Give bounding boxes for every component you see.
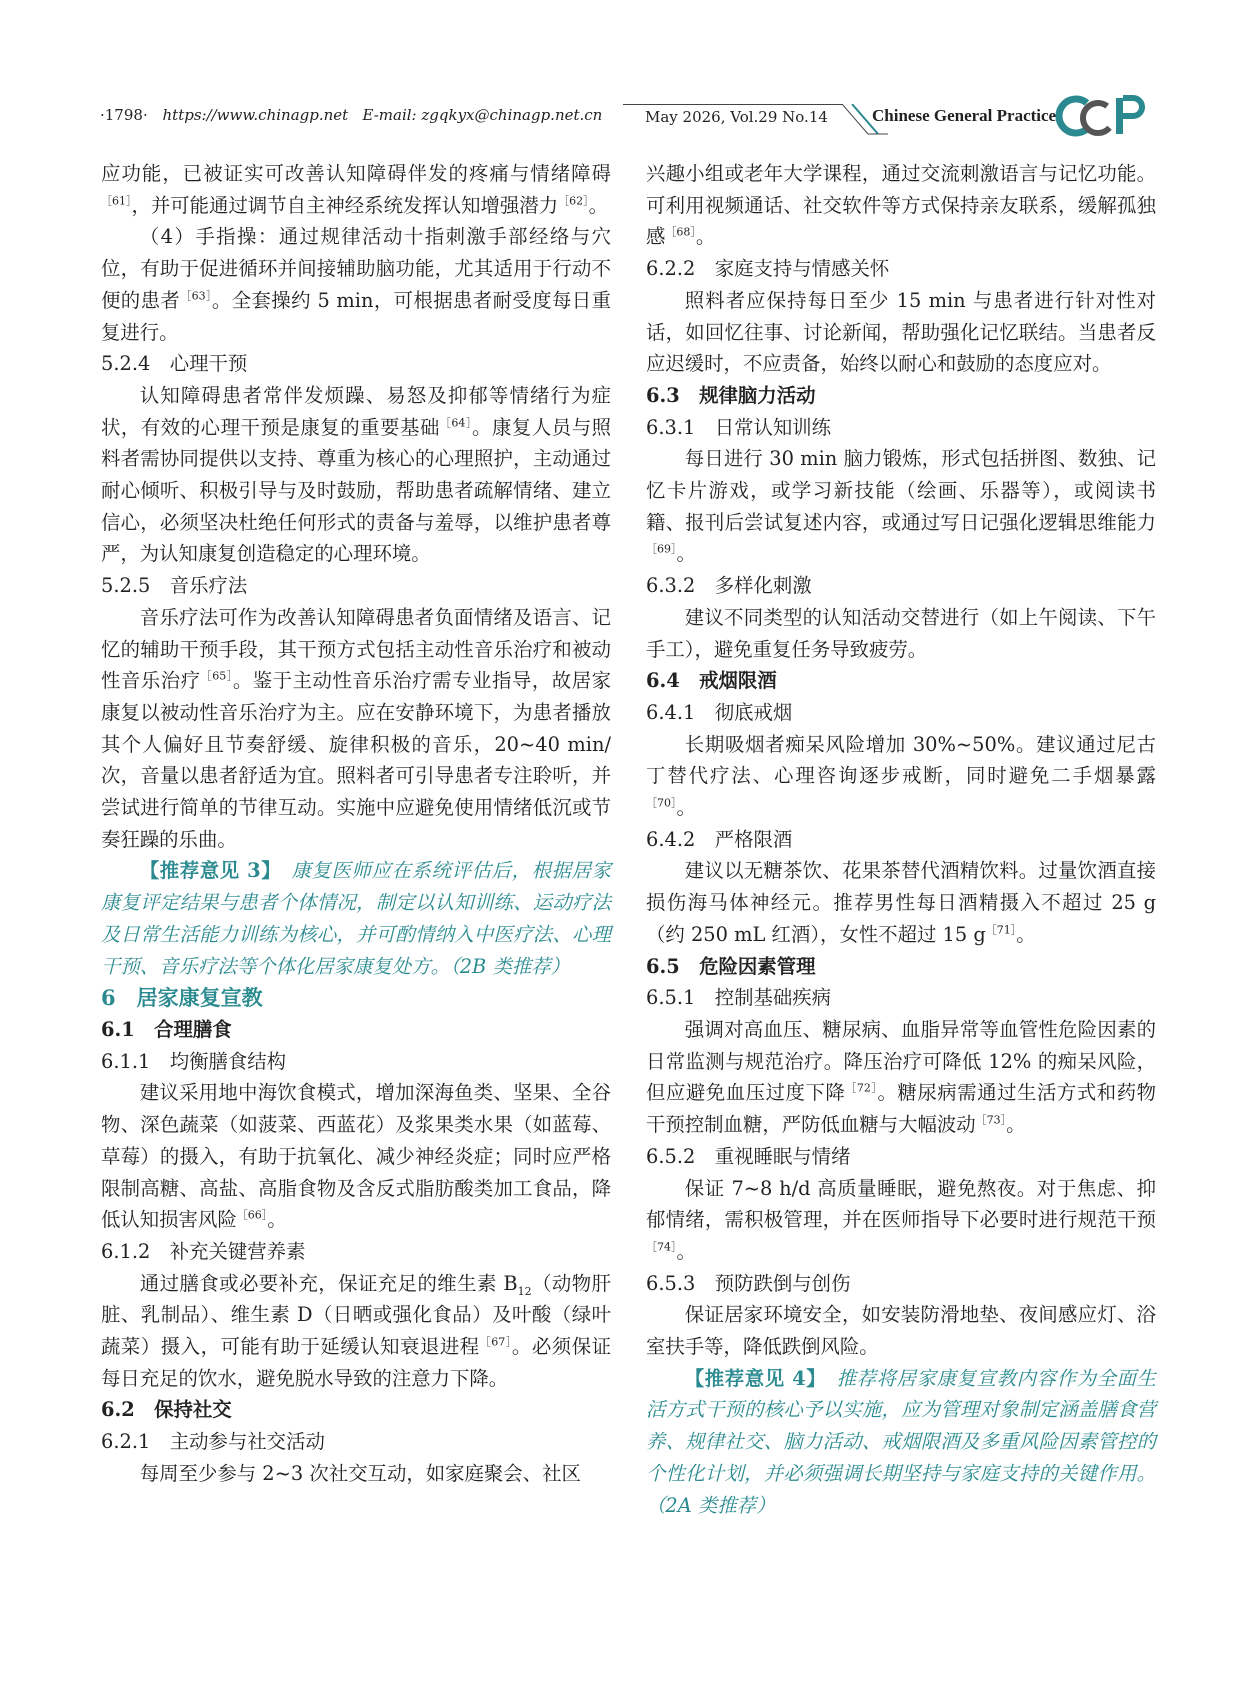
paragraph: 照料者应保持每日至少 15 min 与患者进行针对性对话，如回忆往事、讨论新闻，帮助强化记忆联结。当患者反应迟缓时，不应责备，始终以耐心和鼓励的态度应对。 — [646, 288, 1156, 376]
paragraph: 保证居家环境安全，如安装防滑地垫、夜间感应灯、浴室扶手等，降低跌倒风险。 — [646, 1303, 1156, 1359]
chapter-heading: 6 居家康复宣教 — [101, 985, 263, 1011]
email-address[interactable]: E-mail: zgqkyx@chinagp.net.cn — [362, 106, 603, 124]
right-column — [646, 158, 1156, 1521]
recommendation-4: 【推荐意见 4】 推荐将居家康复宣教内容作为全面生活方式干预的核心予以实施，应为管理对象制定涵盖膳食营养、规律社交、脑力活动、戒烟限酒及多重风险因素管控的个性化计划，并必须强调长期坚持与家庭支持的关键作用。（2A 类推荐） — [646, 1366, 1156, 1517]
paragraph: 每日进行 30 min 脑力锻炼，形式包括拼图、数独、记忆卡片游戏，或学习新技能（绘画、乐器等），或阅读书籍、报刊后尝试复述内容，或通过写日记强化逻辑思维能力$^{[69]}$。 — [646, 447, 1156, 566]
section-heading: 5.2.4 心理干预 — [101, 352, 248, 376]
subsection-heading: 6.5.3 预防跌倒与创伤 — [646, 1271, 851, 1295]
header-rule — [623, 104, 843, 105]
subsection-heading: 6.2.1 主动参与社交活动 — [101, 1430, 325, 1454]
section-heading: 6.5 危险因素管理 — [646, 954, 816, 978]
section-heading: 6.3 规律脑力活动 — [646, 383, 816, 407]
section-heading: 6.2 保持社交 — [101, 1398, 232, 1422]
subsection-heading: 6.1.2 补充关键营养素 — [101, 1239, 306, 1263]
paragraph: 认知障碍患者常伴发烦躁、易怒及抑郁等情绪行为症状，有效的心理干预是康复的重要基础$^{[64]}$。康复人员与照料者需协同提供以支持、尊重为核心的心理照护，主动通过耐心倾听、积极引导与及时鼓励，帮助患者疏解情绪、建立信心，必须坚决杜绝任何形式的责备与羞辱，以维护患者尊严，为认知康复创造稳定的心理环境。 — [101, 383, 612, 566]
paragraph: 每周至少参与 2~3 次社交互动，如家庭聚会、社区 — [139, 1461, 581, 1485]
subsection-heading: 6.3.1 日常认知训练 — [646, 415, 832, 439]
paragraph: 建议采用地中海饮食模式，增加深海鱼类、坚果、全谷物、深色蔬菜（如菠菜、西蓝花）及浆果类水果（如蓝莓、草莓）的摄入，有助于抗氧化、减少神经炎症；同时应严格限制高糖、高盐、高脂食物及含反式脂肪酸类加工食品，降低认知损害风险$^{[66]}$。 — [101, 1081, 611, 1232]
paragraph: 长期吸烟者痴呆风险增加 30%~50%。建议通过尼古丁替代疗法、心理咨询逐步戒断，同时避免二手烟暴露$^{[70]}$。 — [646, 732, 1156, 820]
paragraph: 保证 7~8 h/d 高质量睡眠，避免熬夜。对于焦虑、抑郁情绪，需积极管理，并在医师指导下必要时进行规范干预$^{[74]}$。 — [646, 1176, 1156, 1263]
subsection-heading: 6.2.2 家庭支持与情感关怀 — [646, 257, 890, 281]
paragraph: 建议不同类型的认知活动交替进行（如上午阅读、下午手工），避免重复任务导致疲劳。 — [646, 605, 1156, 661]
section-heading: 6.1 合理膳食 — [101, 1017, 232, 1041]
paragraph: 通过膳食或必要补充，保证充足的维生素 $B_{12}$（动物肝脏、乳制品）、维生素 D（日晒或强化食品）及叶酸（绿叶蔬菜）摄入，可能有助于延缓认知衰退进程$^{[67]}$。必须保证每日充足的饮水，避免脱水导致的注意力下降。 — [101, 1271, 612, 1390]
subsection-heading: 6.4.2 严格限酒 — [646, 827, 793, 851]
subsection-heading: 6.4.1 彻底戒烟 — [646, 700, 793, 724]
running-header — [0, 100, 1247, 140]
recommendation-3: 【推荐意见 3】 康复医师应在系统评估后，根据居家康复评定结果与患者个体情况，制定以认知训练、运动疗法及日常生活能力训练为核心，并可酌情纳入中医疗法、心理干预、音乐疗法等个体化居家康复处方。（2B 类推荐） — [101, 859, 611, 978]
paragraph: 建议以无糖茶饮、花果茶替代酒精饮料。过量饮酒直接损伤海马体神经元。推荐男性每日酒精摄入不超过 25 g（约 250 mL 红酒），女性不超过 15 $g^{[71]}$。 — [646, 859, 1156, 946]
paragraph: 兴趣小组或老年大学课程，通过交流刺激语言与记忆功能。可利用视频通话、社交软件等方式保持亲友联系，缓解孤独感$^{[68]}$。 — [646, 162, 1156, 249]
left-column — [101, 158, 611, 1490]
subsection-heading: 6.1.1 均衡膳食结构 — [101, 1049, 287, 1073]
paragraph: （4）手指操：通过规律活动十指刺激手部经络与穴位，有助于促进循环并间接辅助脑功能，尤其适用于行动不便的患者$^{[63]}$。全套操约 5 min，可根据患者耐受度每日重复进行。 — [101, 225, 611, 344]
section-heading: 6.4 戒烟限酒 — [646, 669, 777, 693]
subsection-heading: 6.5.2 重视睡眠与情绪 — [646, 1144, 851, 1168]
paragraph: 音乐疗法可作为改善认知障碍患者负面情绪及语言、记忆的辅助干预手段，其干预方式包括主动性音乐治疗和被动性音乐治疗$^{[65]}$。鉴于主动性音乐治疗需专业指导，故居家康复以被动性音乐治疗为主。应在安静环境下，为患者播放其个人偏好且节奏舒缓、旋律积极的音乐，20~40 min/ 次，音量以患者舒适为宜。照料者可引导患者专注聆听，并尝试进行简单的节律互动。实施中应避免使用情绪低沉或节奏狂躁的乐曲。 — [101, 605, 612, 851]
paragraph: 强调对高血压、糖尿病、血脂异常等血管性危险因素的日常监测与规范治疗。降压治疗可降低 12% 的痴呆风险，但应避免血压过度下降$^{[72]}$。糖尿病需通过生活方式和药物干预控制血糖，严防低血糖与大幅波动$^{[73]}$。 — [646, 1017, 1157, 1137]
header-left — [100, 106, 602, 124]
issue-info: May 2026, Vol.29 No.14 — [645, 108, 828, 126]
subsection-heading: 6.5.1 控制基础疾病 — [646, 986, 832, 1010]
journal-name: Chinese General Practice — [872, 106, 1057, 125]
cgp-logo — [1054, 92, 1154, 138]
subsection-heading: 6.3.2 多样化刺激 — [646, 574, 812, 598]
paragraph: 应功能，已被证实可改善认知障碍伴发的疼痛与情绪障碍$^{[61]}$，并可能通过调节自主神经系统发挥认知增强潜力$^{[62]}$。 — [101, 162, 611, 217]
section-heading: 5.2.5 音乐疗法 — [101, 574, 248, 598]
website-link[interactable]: https://www.chinagp.net — [162, 106, 349, 124]
page-number: ·1798· — [100, 106, 148, 124]
